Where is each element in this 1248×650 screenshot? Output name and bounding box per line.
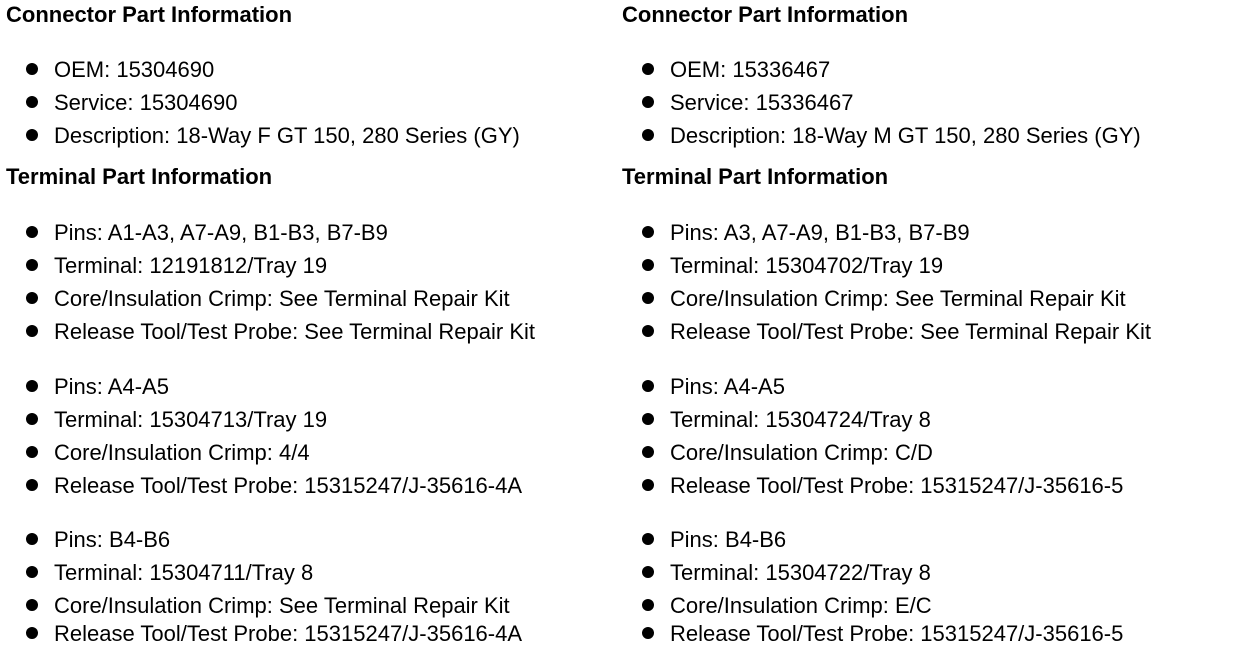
bullet-icon [26,413,38,425]
bullet-icon [26,226,38,238]
terminal-text: Terminal: 15304722/Tray 8 [670,560,931,585]
bullet-icon [26,599,38,611]
oem-text: OEM: 15336467 [670,57,831,82]
release-tool-text: Release Tool/Test Probe: 15315247/J-35616-5 [670,473,1124,498]
terminal-heading: Terminal Part Information [6,164,273,189]
bullet-icon [26,129,38,141]
bullet-icon [642,479,654,491]
bullet-icon [642,599,654,611]
release-tool-text: Release Tool/Test Probe: See Terminal Repair Kit [670,319,1151,344]
bullet-icon [642,259,654,271]
bullet-icon [26,259,38,271]
release-tool-text: Release Tool/Test Probe: See Terminal Repair Kit [54,319,535,344]
terminal-text: Terminal: 12191812/Tray 19 [54,253,328,278]
crimp-text: Core/Insulation Crimp: See Terminal Repair Kit [54,286,510,311]
terminal-text: Terminal: 15304713/Tray 19 [54,407,328,432]
release-tool-text: Release Tool/Test Probe: 15315247/J-35616-4A [54,621,523,646]
terminal-text: Terminal: 15304711/Tray 8 [54,560,314,585]
bullet-icon [26,627,38,639]
bullet-icon [26,533,38,545]
bullet-icon [642,627,654,639]
description-text: Description: 18-Way M GT 150, 280 Series (GY) [670,123,1141,148]
bullet-icon [26,446,38,458]
terminal-text: Terminal: 15304724/Tray 8 [670,407,931,432]
pins-text: Pins: A1-A3, A7-A9, B1-B3, B7-B9 [54,220,388,245]
description-text: Description: 18-Way F GT 150, 280 Series (GY) [54,123,520,148]
bullet-icon [26,380,38,392]
pins-text: Pins: A3, A7-A9, B1-B3, B7-B9 [670,220,970,245]
bullet-icon [642,380,654,392]
crimp-text: Core/Insulation Crimp: E/C [670,593,932,618]
bullet-icon [642,325,654,337]
bullet-icon [26,63,38,75]
pins-text: Pins: A4-A5 [670,374,785,399]
bullet-icon [26,479,38,491]
bullet-icon [642,226,654,238]
service-text: Service: 15304690 [54,90,238,115]
release-tool-text: Release Tool/Test Probe: 15315247/J-35616-4A [54,473,523,498]
crimp-text: Core/Insulation Crimp: See Terminal Repair Kit [54,593,510,618]
release-tool-text: Release Tool/Test Probe: 15315247/J-35616-5 [670,621,1124,646]
bullet-icon [642,63,654,75]
crimp-text: Core/Insulation Crimp: C/D [670,440,933,465]
connector-heading: Connector Part Information [6,2,293,27]
bullet-icon [642,566,654,578]
pins-text: Pins: A4-A5 [54,374,169,399]
bullet-icon [26,325,38,337]
service-text: Service: 15336467 [670,90,854,115]
bullet-icon [26,566,38,578]
crimp-text: Core/Insulation Crimp: 4/4 [54,440,310,465]
pins-text: Pins: B4-B6 [54,527,171,552]
bullet-icon [26,96,38,108]
crimp-text: Core/Insulation Crimp: See Terminal Repair Kit [670,286,1126,311]
bullet-icon [26,292,38,304]
terminal-text: Terminal: 15304702/Tray 19 [670,253,944,278]
connector-heading: Connector Part Information [622,2,909,27]
bullet-icon [642,292,654,304]
bullet-icon [642,533,654,545]
bullet-icon [642,129,654,141]
pins-text: Pins: B4-B6 [670,527,787,552]
oem-text: OEM: 15304690 [54,57,215,82]
bullet-icon [642,446,654,458]
bullet-icon [642,413,654,425]
bullet-icon [642,96,654,108]
terminal-heading: Terminal Part Information [622,164,889,189]
